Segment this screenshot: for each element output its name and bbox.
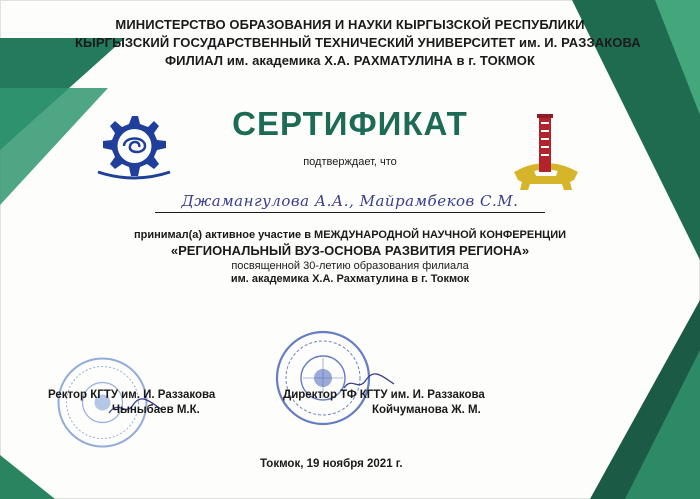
header-ministry: МИНИСТЕРСТВО ОБРАЗОВАНИЯ И НАУКИ КЫРГЫЗСКОЙ РЕСПУБЛИКИ — [115, 17, 585, 32]
bottom-left-triangle — [0, 455, 55, 499]
director-name: Койчуманова Ж. М. — [372, 404, 481, 416]
confirms-text: подтверждает, что — [303, 156, 397, 168]
recipient-underline — [155, 212, 545, 213]
participation-text: принимал(а) активное участие в МЕЖДУНАРОДНОЙ НАУЧНОЙ КОНФЕРЕНЦИИ — [133, 229, 567, 241]
header-university: КЫРГЫЗСКИЙ ГОСУДАРСТВЕННЫЙ ТЕХНИЧЕСКИЙ УНИВЕРСИТЕТ им. И. РАЗЗАКОВА — [75, 35, 641, 50]
rector-title: Ректор КГТУ им. И. Раззакова — [48, 389, 216, 401]
rector-name: Чыныбаев М.К. — [112, 404, 200, 416]
conference-name: «РЕГИОНАЛЬНЫЙ ВУЗ-ОСНОВА РАЗВИТИЯ РЕГИОНА» — [170, 243, 530, 258]
director-title: Директор ТФ КГТУ им. И. Раззакова — [283, 389, 485, 401]
dedication-text: посвященной 30-летию образования филиала — [231, 260, 469, 272]
named-after-text: им. академика Х.А. Рахматулина в г. Токмок — [230, 273, 470, 285]
certificate-title: СЕРТИФИКАТ — [232, 105, 468, 142]
recipient-names: Джамангулова А.А., Майрамбеков С.М. — [181, 192, 519, 210]
header-branch: ФИЛИАЛ им. академика Х.А. РАХМАТУЛИНА в г. ТОКМОК — [164, 53, 536, 68]
issue-date: Токмок, 19 ноября 2021 г. — [260, 458, 403, 470]
